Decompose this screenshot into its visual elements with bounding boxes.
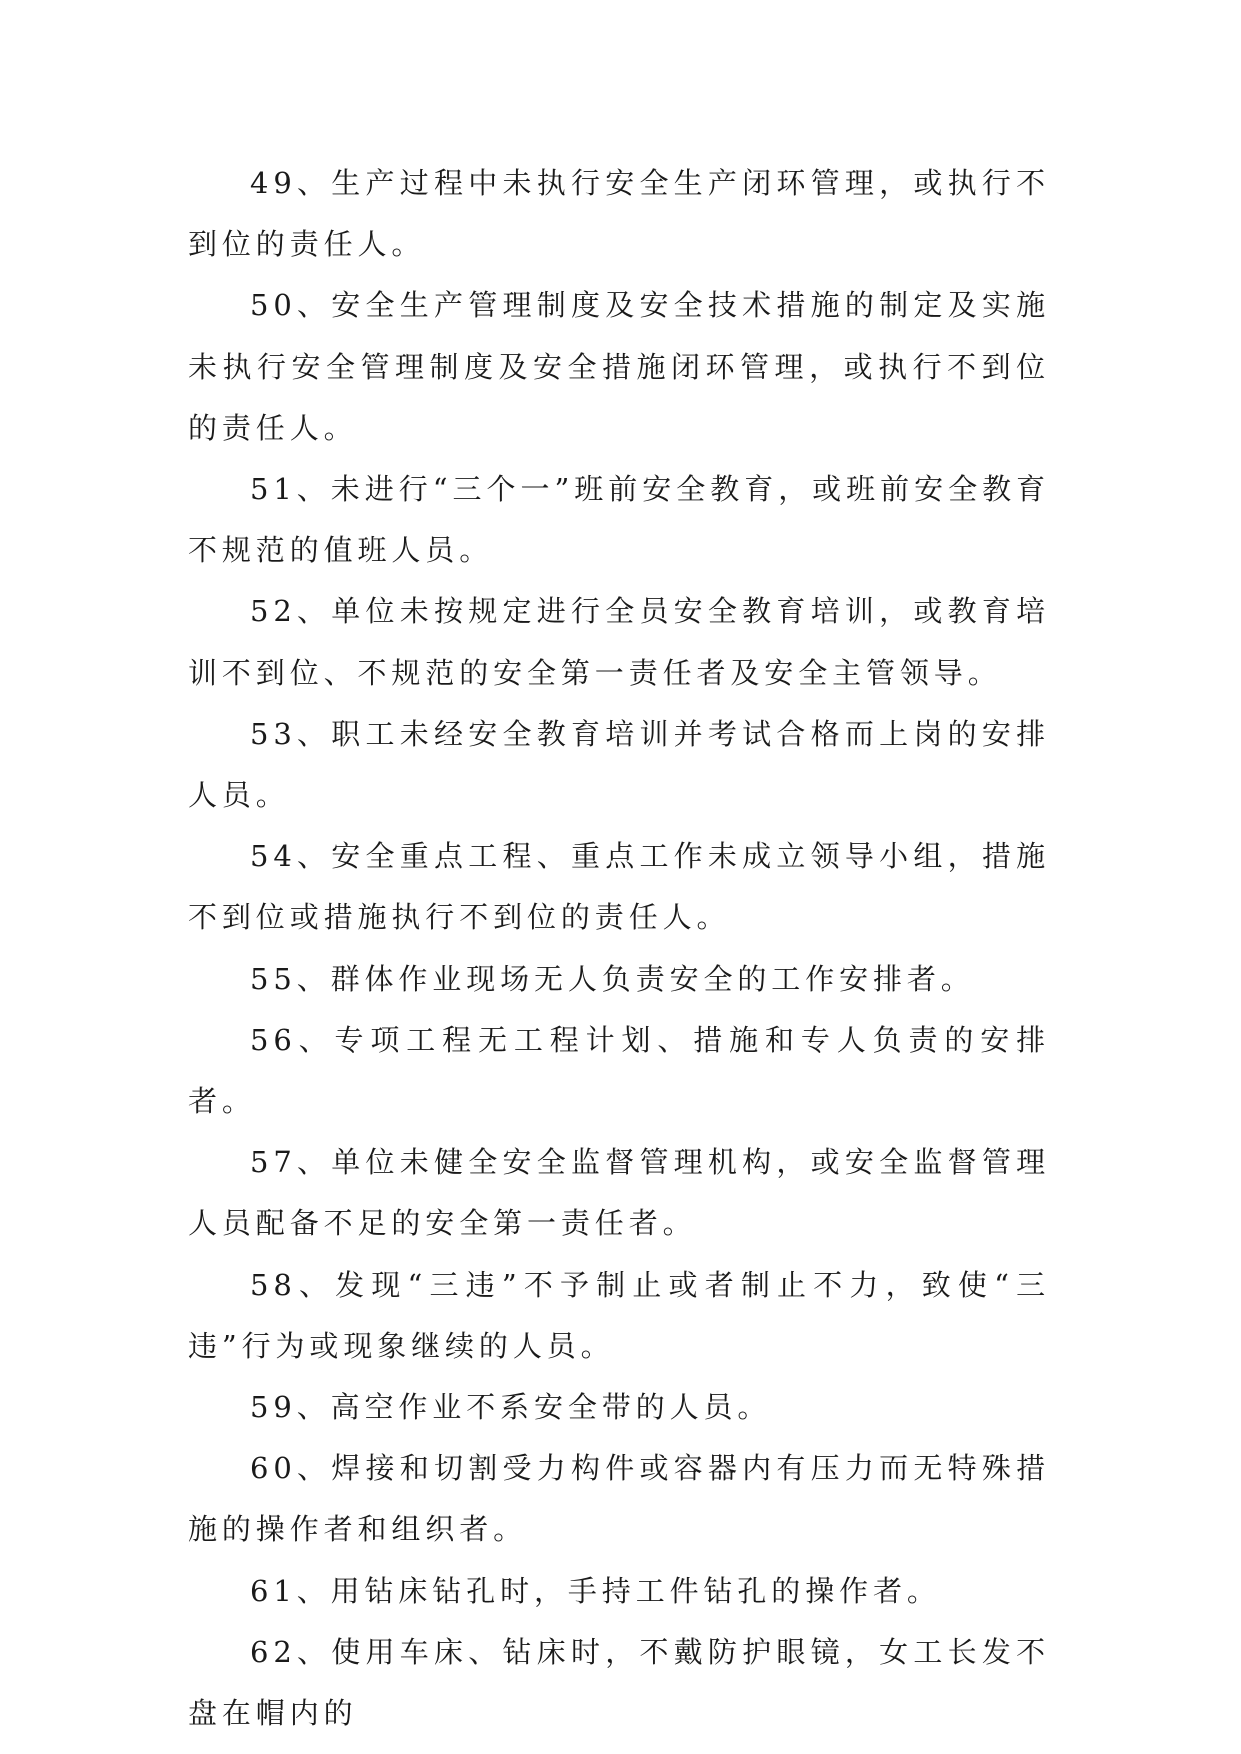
paragraph-57: 57、单位未健全安全监督管理机构，或安全监督管理人员配备不足的安全第一责任者。 bbox=[188, 1145, 1050, 1241]
paragraph-49: 49、生产过程中未执行安全生产闭环管理，或执行不到位的责任人。 bbox=[188, 166, 1050, 262]
paragraph-62: 62、使用车床、钻床时，不戴防护眼镜，女工长发不盘在帽内的 bbox=[188, 1634, 1050, 1731]
paragraph-58: 58、发现“三违”不予制止或者制止不力，致使“三违”行为或现象继续的人员。 bbox=[188, 1267, 1050, 1363]
document-body bbox=[188, 153, 1050, 1744]
paragraph-61: 61、用钻床钻孔时，手持工件钻孔的操作者。 bbox=[250, 1573, 941, 1608]
paragraph-56: 56、专项工程无工程计划、措施和专人负责的安排者。 bbox=[188, 1022, 1050, 1119]
paragraph-55: 55、群体作业现场无人负责安全的工作安排者。 bbox=[250, 961, 975, 996]
paragraph-52: 52、单位未按规定进行全员安全教育培训，或教育培训不到位、不规范的安全第一责任者及安全主管领导。 bbox=[188, 594, 1050, 690]
paragraph-50: 50、安全生产管理制度及安全技术措施的制定及实施未执行安全管理制度及安全措施闭环管理，或执行不到位的责任人。 bbox=[188, 288, 1050, 445]
paragraph-53: 53、职工未经安全教育培训并考试合格而上岗的安排人员。 bbox=[188, 716, 1050, 813]
paragraph-54: 54、安全重点工程、重点工作未成立领导小组，措施不到位或措施执行不到位的责任人。 bbox=[188, 839, 1050, 935]
paragraph-60: 60、焊接和切割受力构件或容器内有压力而无特殊措施的操作者和组织者。 bbox=[188, 1451, 1050, 1547]
paragraph-59: 59、高空作业不系安全带的人员。 bbox=[250, 1390, 772, 1425]
paragraph-51: 51、未进行“三个一”班前安全教育，或班前安全教育不规范的值班人员。 bbox=[188, 472, 1050, 568]
